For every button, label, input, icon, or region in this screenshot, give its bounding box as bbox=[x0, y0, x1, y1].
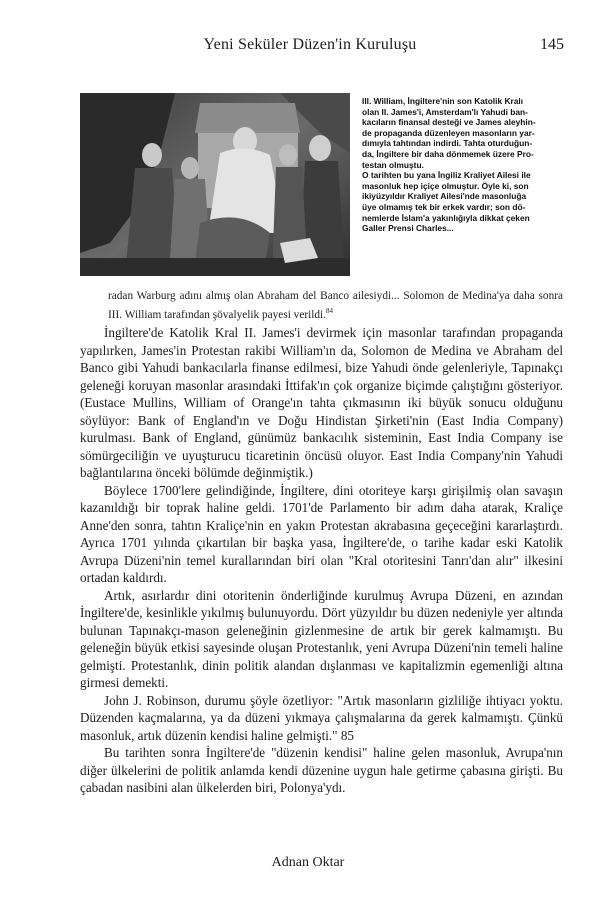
caption-line: dımıyla tahtından indirdi. Tahta oturduğun- bbox=[362, 138, 533, 149]
footnote-reference: 84 bbox=[326, 307, 333, 315]
caption-line: de propaganda düzenleyen masonların yar- bbox=[362, 127, 535, 138]
caption-line: testan olmuştu. bbox=[362, 159, 424, 170]
figure-caption bbox=[362, 96, 572, 234]
continued-footnote-text: radan Warburg adını almış olan Abraham del Banco ailesiydi... Solomon de Medina'ya daha sonra III. William tarafından şövalyelik payesi verildi. bbox=[108, 290, 563, 321]
body-paragraph: Bu tarihten sonra İngiltere'de "düzenin kendisi" haline gelen masonluk, Avrupa'nın diğer ülkelerini de politik anlamda kendi düzenine uygun hale getirme çabasına girişti. Bu çabadan nasibini alan ülkelerden biri, Polonya'ydı. bbox=[80, 745, 563, 795]
page-footer-author: Adnan Oktar bbox=[271, 855, 345, 870]
continued-footnote bbox=[108, 289, 563, 323]
caption-line: Galler Prensi Charles... bbox=[362, 223, 454, 234]
caption-line: üye olmamış tek bir erkek vardır; son dö- bbox=[362, 201, 526, 212]
caption-line: olan II. James'i, Amsterdam'lı Yahudi ban- bbox=[362, 106, 528, 117]
caption-line: ikiyüzyıldır Kraliyet Ailesi'nde masonluğa bbox=[362, 191, 527, 202]
body-paragraph: Böylece 1700'lere gelindiğinde, İngiltere, dini otoriteye karşı girişilmiş olan savaşın kazanıldığı bir toprak haline geldi. 1701'de Parlamento bir adım daha atarak, Kraliçe Anne'den sonra, tahtın Kraliçe'nin en yakın Protestan akrabasına geçeceğini kararlaştırdı. Ayrıca 1701 yılında çıkartılan bir başka yasa, İngiltere'de, o tarihe kadar eski Katolik Avrupa Düzeni'nin temel kurallarından biri olan "Kral otoritesini Tanrı'dan alır" ilkesini ortadan kaldırdı. bbox=[80, 482, 563, 585]
body-paragraph: Artık, asırlardır dini otoritenin önderliğinde kurulmuş Avrupa Düzeni, en azından İngiltere'de, kesinlikle yıkılmış bulunuyordu. Dört yüzyıldır bu düzen nedeniyle yer altında bulunan Tapınakçı-mason geleneğinin gizlenmesine de artık bir gerek kalmamıştı. Bu geleneğin büyük etkisi sayesinde oluşan Protestanlık, yeni Avrupa Düzeni'nin temeli haline gelmişti. Protestanlık, dinin politik alandan dışlanması ve kapitalizmin egemenliği altına girmesi demekti. bbox=[80, 587, 563, 690]
caption-line: nemlerde İslam'a yakınlığıyla dikkat çeken bbox=[362, 212, 530, 223]
body-paragraph: John J. Robinson, durumu şöyle özetliyor: "Artık masonların gizliliğe ihtiyacı yoktu. Düzenden kaçmalarına, ya da düzeni yıkmaya çalışmalarına da gerek kalmamıştı. Çünkü masonluk, artık düzenin kendisi haline gelmişti." 85 bbox=[80, 692, 563, 743]
engraving-illustration bbox=[80, 93, 350, 276]
running-title: Yeni Seküler Düzen'in Kuruluşu bbox=[203, 36, 417, 53]
page-number: 145 bbox=[540, 36, 564, 53]
caption-line: da, İngiltere bir daha dönmemek üzere Pro- bbox=[362, 148, 534, 159]
caption-line: III. William, İngiltere'nin son Katolik Kralı bbox=[362, 96, 524, 106]
caption-line: O tarihten bu yana İngiliz Kraliyet Ailesi ile bbox=[362, 170, 531, 181]
caption-line: masonluk hep içiçe olmuştur. Öyle ki, son bbox=[362, 180, 529, 191]
historical-engraving-image bbox=[80, 93, 350, 276]
caption-line: kacıların finansal desteği ve James aleyhin- bbox=[362, 117, 536, 128]
body-text bbox=[80, 324, 563, 797]
body-paragraph: İngiltere'de Katolik Kral II. James'i devirmek için masonlar tarafından propaganda yapılırken, James'in Protestan rakibi William'ın da, Solomon de Medina ve Abraham del Banco gibi Yahudi bankacılarla finanse edilmesi, bize Yahudi önde gelenleriyle, Tapınakçı geleneği koruyan masonlar arasındaki İttifak'ın çok organize biçimde çalıştığını gösteriyor. (Eustace Mullins, William of Orange'ın tahta çıkmasının iki büyük sonucu olduğunu söylüyor: Bank of England'ın ve Doğu Hindistan Şirketi'nin (East India Company) kurulması. Bank of England, günümüz bankacılık sisteminin, East India Company ise sömürgeciliğin ve uyuşturucu ticaretinin öncüsü oluyor. East India Company'nin Yahudi bağlantılarına önceki bölümde değinmiştik.) bbox=[80, 325, 563, 480]
